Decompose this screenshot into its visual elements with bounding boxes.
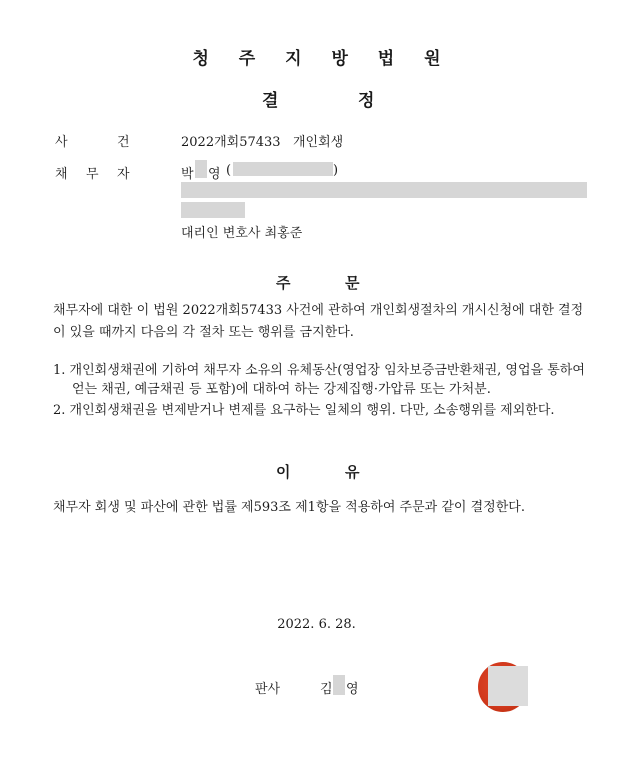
redaction-debtor-address xyxy=(181,182,587,198)
reason-heading-b: 유 xyxy=(345,463,360,481)
case-label-a: 사 xyxy=(55,135,68,150)
reason-heading-a: 이 xyxy=(276,463,291,481)
debtor-paren-close: ) xyxy=(333,163,339,178)
case-label-b: 건 xyxy=(117,135,130,150)
redaction-debtor-id xyxy=(233,162,333,176)
judge-name-first: 김 xyxy=(320,682,333,697)
order-item-2: 2. 개인회생채권을 변제받거나 변제를 요구하는 일체의 행위. 다만, 소송행위를 제외한다. xyxy=(53,403,555,418)
court-name: 청 주 지 방 법 원 xyxy=(192,49,453,69)
debtor-label-b: 무 xyxy=(86,167,99,182)
order-item-1: 1. 개인회생채권에 기하여 채무자 소유의 유체동산(영업장 임차보증금반환채권, 영업을 통하여 얻는 채권, 예금채권 등 포함)에 대하여 하는 강제집행·가압류 또는 가처분. xyxy=(53,363,585,397)
redaction-debtor-name xyxy=(195,160,207,178)
reason-text: 채무자 회생 및 파산에 관한 법률 제593조 제1항을 적용하여 주문과 같이 결정한다. xyxy=(53,500,525,515)
order-text: 채무자에 대한 이 법원 2022개회57433 사건에 관하여 개인회생절차의 개시신청에 대한 결정이 있을 때까지 다음의 각 절차 또는 행위를 금지한다. xyxy=(53,303,584,340)
debtor-name-first: 박 xyxy=(181,167,194,182)
case-number: 2022개회57433 개인회생 xyxy=(181,135,344,150)
redaction-debtor-address-2 xyxy=(181,202,245,218)
document-type-second: 정 xyxy=(358,91,375,111)
document-type-first: 결 xyxy=(262,91,279,111)
judge-name-last: 영 xyxy=(346,682,359,697)
redaction-judge-name xyxy=(333,675,345,695)
decision-date: 2022. 6. 28. xyxy=(277,617,356,632)
debtor-name-last: 영 xyxy=(208,167,221,182)
debtor-agent: 대리인 변호사 최홍준 xyxy=(181,226,303,241)
redaction-seal xyxy=(488,666,528,706)
order-heading-b: 문 xyxy=(345,274,360,292)
judge-label: 판사 xyxy=(255,682,281,697)
debtor-label-a: 채 xyxy=(55,167,68,182)
debtor-paren-open: ( xyxy=(226,163,232,178)
order-heading-a: 주 xyxy=(276,274,291,292)
debtor-label-c: 자 xyxy=(117,167,130,182)
